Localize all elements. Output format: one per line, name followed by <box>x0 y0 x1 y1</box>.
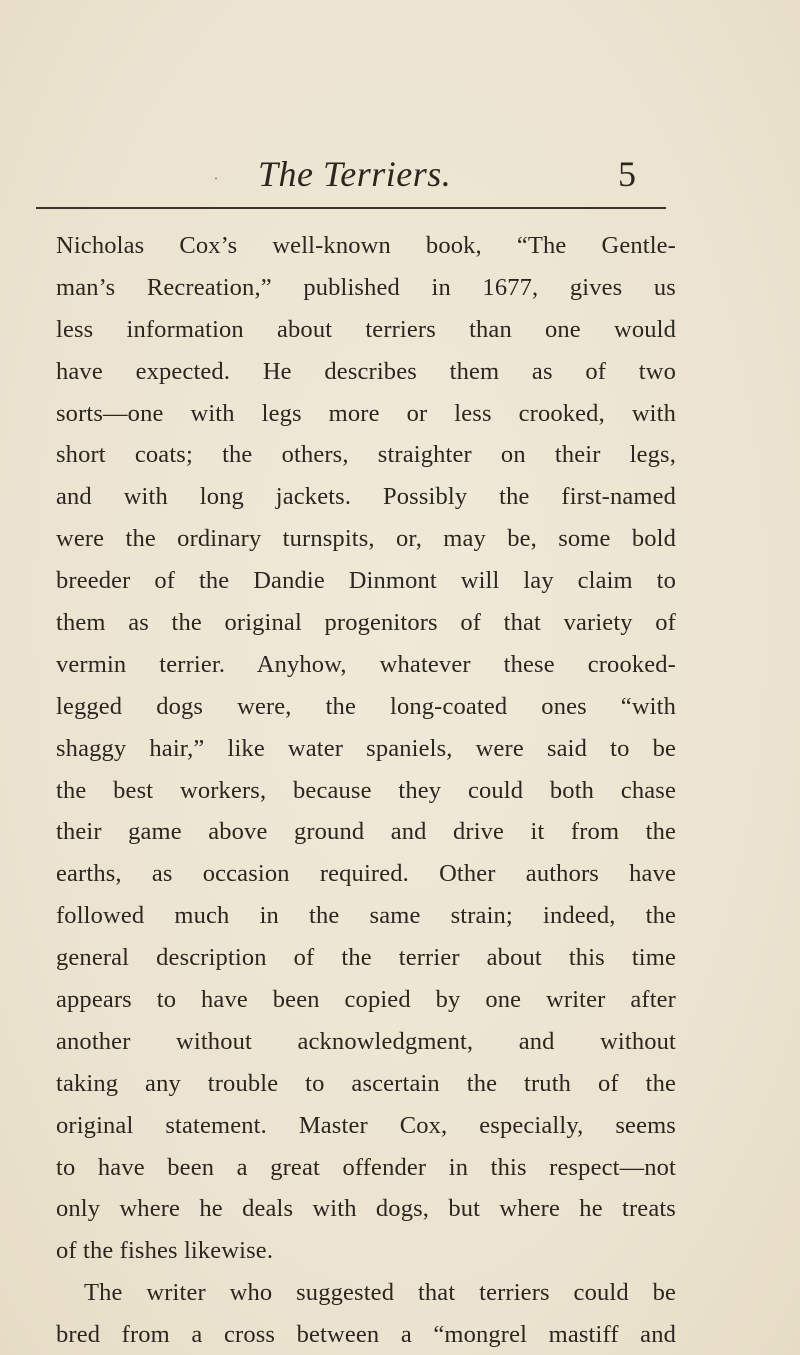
text-line: vermin terrier. Anyhow, whatever these crooked- <box>56 650 676 678</box>
page-number: 5 <box>618 154 636 194</box>
text-line: short coats; the others, straighter on their legs, <box>56 441 676 469</box>
text-line: only where he deals with dogs, but where he treats <box>56 1195 676 1223</box>
text-line: taking any trouble to ascertain the truth of the <box>56 1069 676 1097</box>
text-line: their game above ground and drive it from the <box>56 818 676 846</box>
text-line: followed much in the same strain; indeed, the <box>56 902 676 930</box>
text-line: earths, as occasion required. Other authors have <box>56 860 676 888</box>
text-line: sorts—one with legs more or less crooked, with <box>56 399 676 427</box>
text-line: them as the original progenitors of that variety of <box>56 609 676 637</box>
text-line: to have been a great offender in this respect—not <box>56 1153 676 1181</box>
header-rule <box>36 207 666 209</box>
text-line: another without acknowledgment, and without <box>56 1027 676 1055</box>
text-line: original statement. Master Cox, especially, seems <box>56 1111 676 1139</box>
head-mark: · <box>214 171 218 185</box>
text-line: the best workers, because they could both chase <box>56 776 676 804</box>
text-line: Nicholas Cox’s well-known book, “The Gentle- <box>56 232 676 259</box>
text-line: less information about terriers than one would <box>56 315 676 343</box>
text-line: man’s Recreation,” published in 1677, gives us <box>56 273 676 301</box>
running-head <box>0 152 800 196</box>
paragraph-end-line: of the fishes likewise. <box>56 1237 274 1265</box>
text-line: general description of the terrier about this time <box>56 944 676 972</box>
text-line: legged dogs were, the long-coated ones “with <box>56 692 676 720</box>
text-line: were the ordinary turnspits, or, may be, some bold <box>56 525 676 553</box>
running-title: The Terriers. <box>258 154 452 194</box>
text-line: appears to have been copied by one writer after <box>56 986 676 1014</box>
text-line: breeder of the Dandie Dinmont will lay claim to <box>56 567 676 595</box>
text-line: and with long jackets. Possibly the first-named <box>56 483 676 511</box>
paragraph-start-line: The writer who suggested that terriers could be <box>84 1279 676 1307</box>
body-text <box>56 225 676 1355</box>
text-line: bred from a cross between a “mongrel mastiff and <box>56 1321 676 1349</box>
text-line: shaggy hair,” like water spaniels, were said to be <box>56 734 676 762</box>
text-line: have expected. He describes them as of two <box>56 357 676 385</box>
